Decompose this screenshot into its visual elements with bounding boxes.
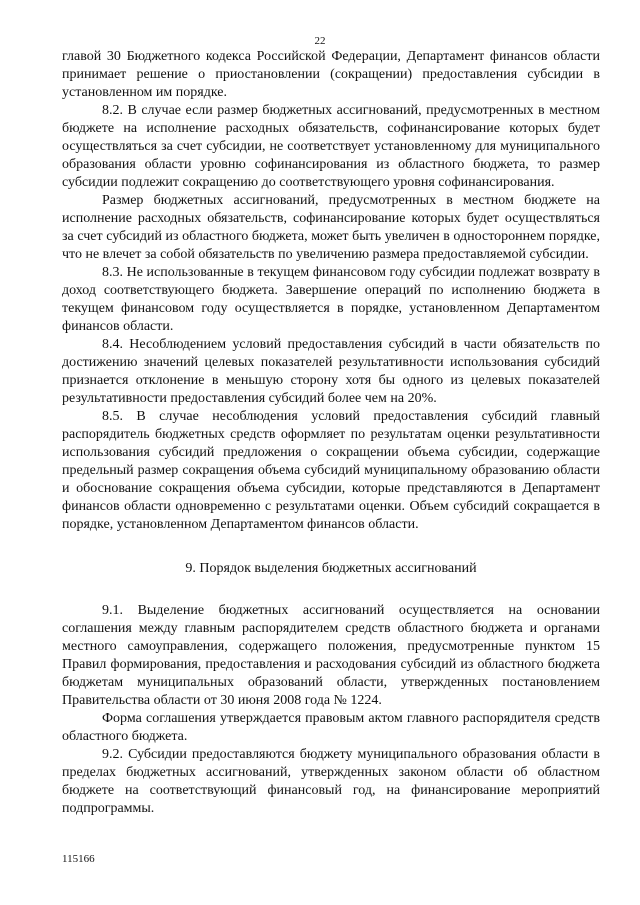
footer-code: 115166	[62, 853, 95, 865]
paragraph-9-2: 9.2. Субсидии предоставляются бюджету муниципального образования области в пределах бюджетных ассигнований, утвержденных законом области об областном бюджете на соответствующий финансовый год, на финансирование мероприятий подпрограммы.	[62, 747, 600, 816]
paragraph-budget-size: Размер бюджетных ассигнований, предусмотренных в местном бюджете на исполнение расходных обязательств, софинансирование которых будет осуществляться за счет субсидий из областного бюджета, может быть увеличен в одностороннем порядке, что не влечет за собой обязательств по увеличению размера предоставляемой субсидии.	[62, 193, 600, 262]
paragraph-continuation: главой 30 Бюджетного кодекса Российской Федерации, Департамент финансов области принимает решение о приостановлении (сокращении) предоставления субсидии в установленном им порядке.	[62, 49, 600, 100]
document-body	[62, 48, 600, 818]
section-title: 9. Порядок выделения бюджетных ассигнований	[185, 561, 477, 576]
page-number: 22	[314, 35, 326, 47]
paragraph-agreement-form: Форма соглашения утверждается правовым актом главного распорядителя средств областного бюджета.	[62, 711, 600, 744]
paragraph-8-4: 8.4. Несоблюдением условий предоставления субсидий в части обязательств по достижению значений целевых показателей результативности использования субсидий признается отклонение в меньшую сторону хотя бы одного из целевых показателей результативности предоставления субсидий более чем на 20%.	[62, 337, 600, 406]
paragraph-8-2: 8.2. В случае если размер бюджетных ассигнований, предусмотренных в местном бюджете на исполнение расходных обязательств, софинансирование которых будет осуществляться за счет субсидии, не соответствует установленному для муниципального образования области уровню софинансирования из областного бюджета, то размер субсидии подлежит сокращению до соответствующего уровня софинансирования.	[62, 103, 600, 190]
paragraph-9-1: 9.1. Выделение бюджетных ассигнований осуществляется на основании соглашения между главным распорядителем средств областного бюджета и органами местного самоуправления, содержащего положения, предусмотренные пунктом 15 Правил формирования, предоставления и расходования субсидий из областного бюджета бюджетам муниципальных образований области, утвержденных постановлением Правительства области от 30 июня 2008 года № 1224.	[62, 603, 600, 708]
paragraph-8-3: 8.3. Не использованные в текущем финансовом году субсидии подлежат возврату в доход соответствующего бюджета. Завершение операций по исполнению бюджета в текущем финансовом году осуществляется в порядке, установленном Департаментом финансов области.	[62, 265, 600, 334]
paragraph-8-5: 8.5. В случае несоблюдения условий предоставления субсидий главный распорядитель бюджетных средств оформляет по результатам оценки результативности использования субсидий предложения о сокращении объема субсидии, содержащие предельный размер сокращения объема субсидий муниципальному образованию области и обоснование сокращения объема субсидии, которые представляются в Департамент финансов области одновременно с результатами оценки. Объем субсидий сокращается в порядке, установленном Департаментом финансов области.	[62, 409, 600, 532]
